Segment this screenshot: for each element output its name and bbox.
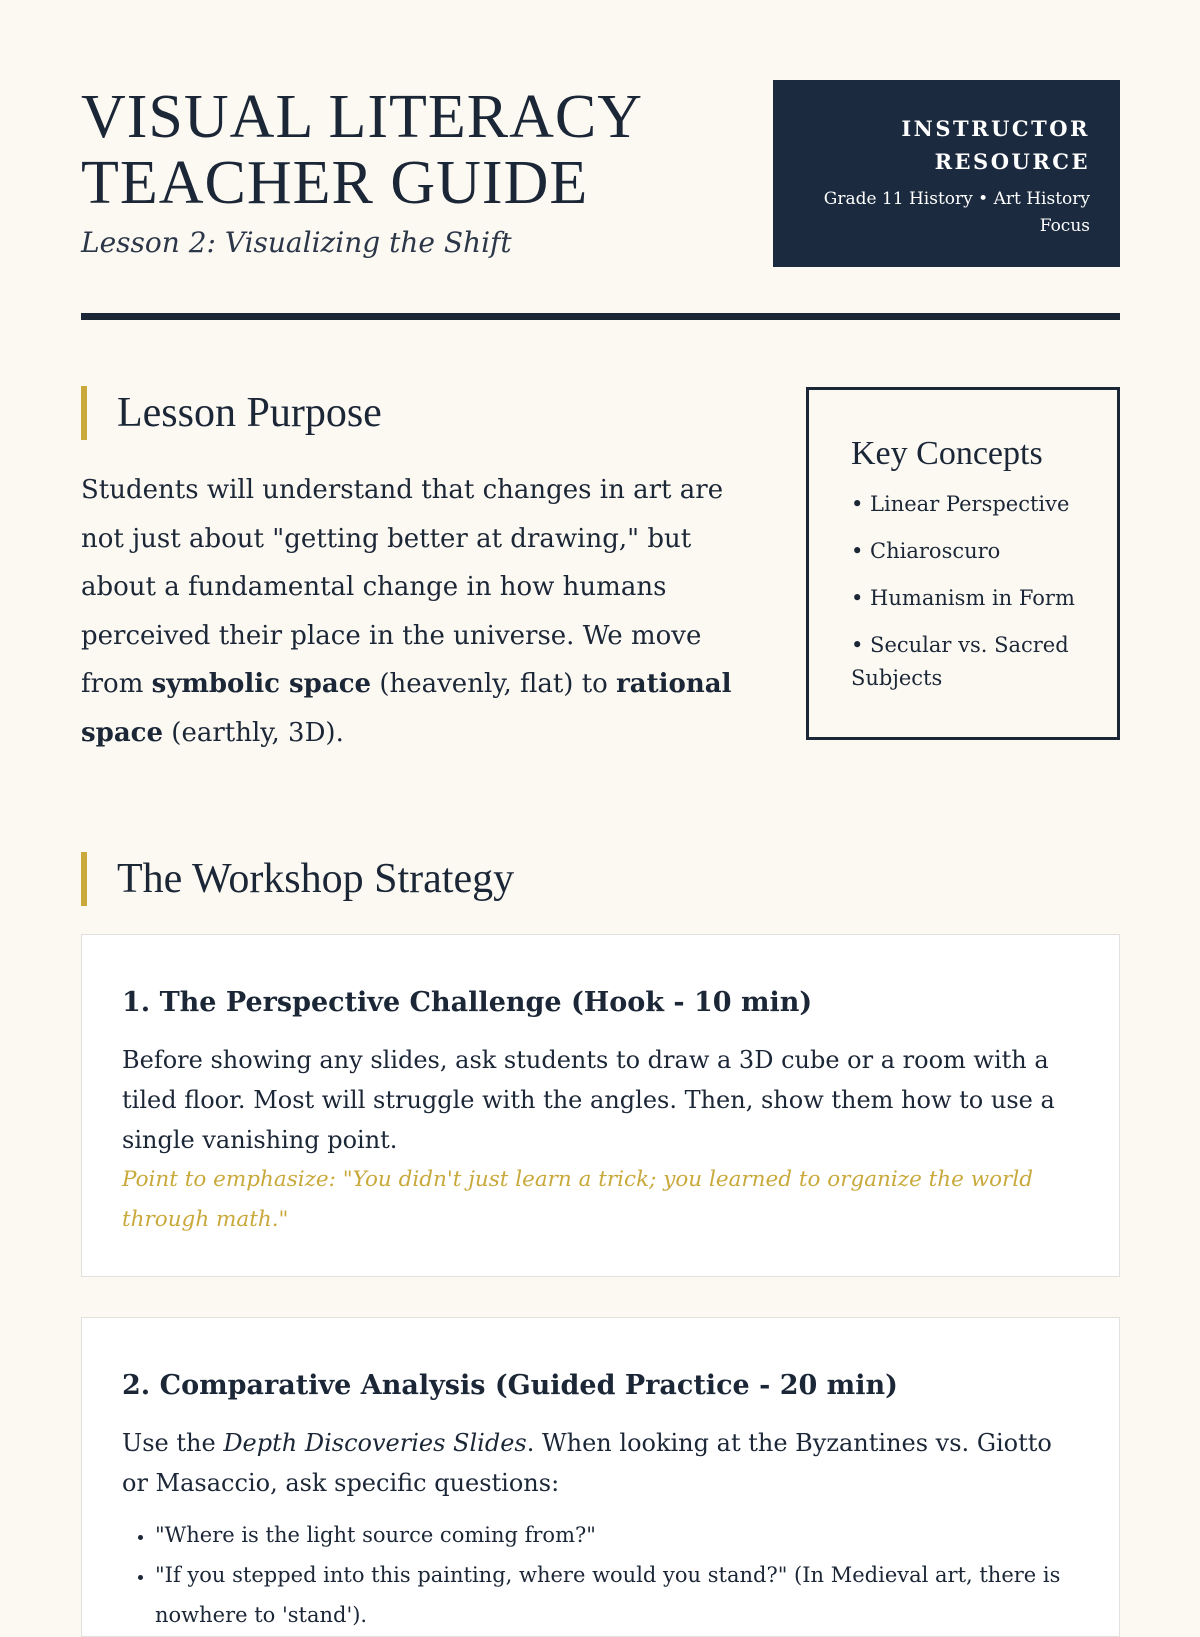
badge-title-line-1: INSTRUCTOR xyxy=(901,116,1090,141)
key-concept-item: • Chiaroscuro xyxy=(851,539,1001,563)
title-line-2: TEACHER GUIDE xyxy=(81,149,589,217)
workshop-strategy-section xyxy=(81,852,981,906)
activity-card-comparative-analysis xyxy=(81,1317,1120,1637)
activity-body-part-2: . When looking at the Byzantines vs. Giotto or Masaccio, ask specific questions: xyxy=(122,1429,1052,1497)
activity-title: 1. The Perspective Challenge (Hook - 10 min) xyxy=(122,987,813,1018)
activity-title: 2. Comparative Analysis (Guided Practice - 20 min) xyxy=(122,1370,898,1401)
instructor-resource-badge xyxy=(773,80,1120,267)
key-concepts-list xyxy=(851,488,1081,695)
lesson-subtitle: Lesson 2: Visualizing the Shift xyxy=(81,226,512,259)
activity-card-perspective-challenge xyxy=(81,934,1120,1277)
purpose-bold-symbolic-space: symbolic space xyxy=(151,669,372,699)
guide-header xyxy=(81,0,1120,330)
guiding-questions-list xyxy=(122,1515,1079,1635)
key-concept-item: • Linear Perspective xyxy=(851,492,1070,516)
key-concepts-box xyxy=(806,387,1120,740)
page-title xyxy=(81,84,643,216)
header-divider xyxy=(81,313,1120,320)
purpose-text-part-2: (heavenly, flat) to xyxy=(371,669,617,699)
lesson-purpose-text xyxy=(81,466,761,757)
title-line-1: VISUAL LITERACY xyxy=(81,83,644,151)
badge-subtitle-line-2: Focus xyxy=(1039,216,1090,236)
key-concepts-heading: Key Concepts xyxy=(851,435,1043,472)
purpose-text-part-1: Students will understand that changes in art are not just about "getting better at drawing," but about a fundamental change in how humans perceived their place in the universe. We move from xyxy=(81,475,724,699)
activity-body xyxy=(122,1423,1079,1503)
activity-body: Before showing any slides, ask students to draw a 3D cube or a room with a tiled floor. Most will struggle with the angles. Then, show them how to use a single vanishing point. xyxy=(122,1046,1055,1154)
badge-subtitle xyxy=(803,186,1090,240)
workshop-strategy-heading: The Workshop Strategy xyxy=(81,852,981,906)
badge-subtitle-line-1: Grade 11 History • Art History xyxy=(823,189,1090,209)
lesson-purpose-heading: Lesson Purpose xyxy=(81,386,761,440)
key-concept-item: • Secular vs. Sacred Subjects xyxy=(851,633,1069,690)
activity-body-part-1: Use the xyxy=(122,1429,224,1457)
purpose-text-part-3: (earthly, 3D). xyxy=(163,717,344,748)
lesson-purpose-section xyxy=(81,386,761,757)
badge-title xyxy=(803,112,1090,178)
key-concept-item: • Humanism in Form xyxy=(851,586,1075,610)
teacher-guide-page xyxy=(81,0,1120,1627)
guiding-question: • "If you stepped into this painting, where would you stand?" (In Medieval art, there is nowhere to 'stand'). xyxy=(155,1555,1079,1635)
guiding-question: • "Where is the light source coming from?" xyxy=(155,1515,1079,1555)
slides-reference: Depth Discoveries Slides xyxy=(223,1429,527,1457)
purpose-bold-rational-space: rational space xyxy=(81,669,732,748)
activity-emphasis-note: Point to emphasize: "You didn't just learn a trick; you learned to organize the world through math." xyxy=(122,1167,1033,1232)
badge-title-line-2: RESOURCE xyxy=(934,149,1090,174)
